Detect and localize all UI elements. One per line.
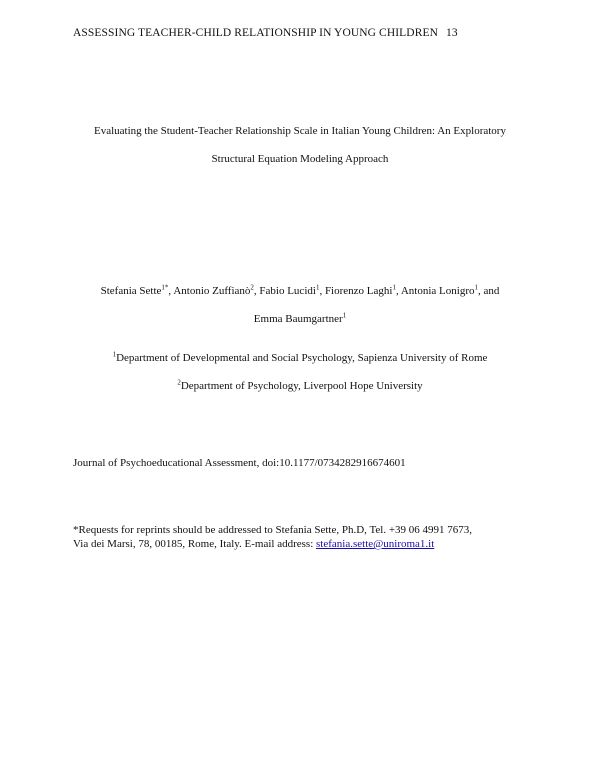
email-link[interactable]: stefania.sette@uniroma1.it xyxy=(316,538,435,550)
affiliation-2 xyxy=(0,380,600,392)
author-separator: , xyxy=(253,285,260,297)
author-separator: , xyxy=(395,285,401,297)
author-name: Fiorenzo Laghi xyxy=(324,285,393,297)
author-name: Antonia Lonigro xyxy=(400,285,475,297)
author-affiliation-mark: 2 xyxy=(250,283,254,292)
affiliation-mark: 1 xyxy=(112,350,117,359)
affiliation-1 xyxy=(0,352,600,364)
reprints-note-line-2 xyxy=(73,538,434,550)
page-number: 13 xyxy=(446,27,458,39)
author-affiliation-mark: 1 xyxy=(474,283,478,292)
author-separator: , xyxy=(168,285,174,297)
author-list-line-1 xyxy=(0,285,600,297)
affiliation-mark: 2 xyxy=(177,378,181,387)
paper-title-line-2: Structural Equation Modeling Approach xyxy=(211,153,389,165)
author-separator: , and xyxy=(478,285,500,297)
author-affiliation-mark: 1 xyxy=(315,283,320,292)
author-name: Stefania Sette xyxy=(100,285,162,297)
paper-title-line-1: Evaluating the Student-Teacher Relationship Scale in Italian Young Children: An Exploratory xyxy=(94,125,506,137)
affiliation-text: Department of Psychology, Liverpool Hope University xyxy=(180,380,423,392)
running-head xyxy=(73,27,458,39)
affiliation-text: Department of Developmental and Social Psychology, Sapienza University of Rome xyxy=(116,352,488,364)
journal-citation: Journal of Psychoeducational Assessment, doi:10.1177/0734282916674601 xyxy=(73,457,406,469)
author-name: Fabio Lucidi xyxy=(259,285,316,297)
reprints-address: Via dei Marsi, 78, 00185, Rome, Italy. E-mail address: xyxy=(73,538,317,550)
author-separator: , xyxy=(319,285,325,297)
author-name: Emma Baumgartner xyxy=(253,313,343,325)
reprints-note-line-1: *Requests for reprints should be addressed to Stefania Sette, Ph.D, Tel. +39 06 4991 7673, xyxy=(73,524,473,536)
author-name: Antonio Zuffianò xyxy=(173,285,251,297)
running-head-title: ASSESSING TEACHER-CHILD RELATIONSHIP IN YOUNG CHILDREN xyxy=(73,27,438,39)
author-affiliation-mark: 1 xyxy=(342,311,347,320)
author-affiliation-mark: 1 xyxy=(392,283,396,292)
author-affiliation-mark: 1* xyxy=(161,283,169,292)
author-list-line-2 xyxy=(0,313,600,325)
